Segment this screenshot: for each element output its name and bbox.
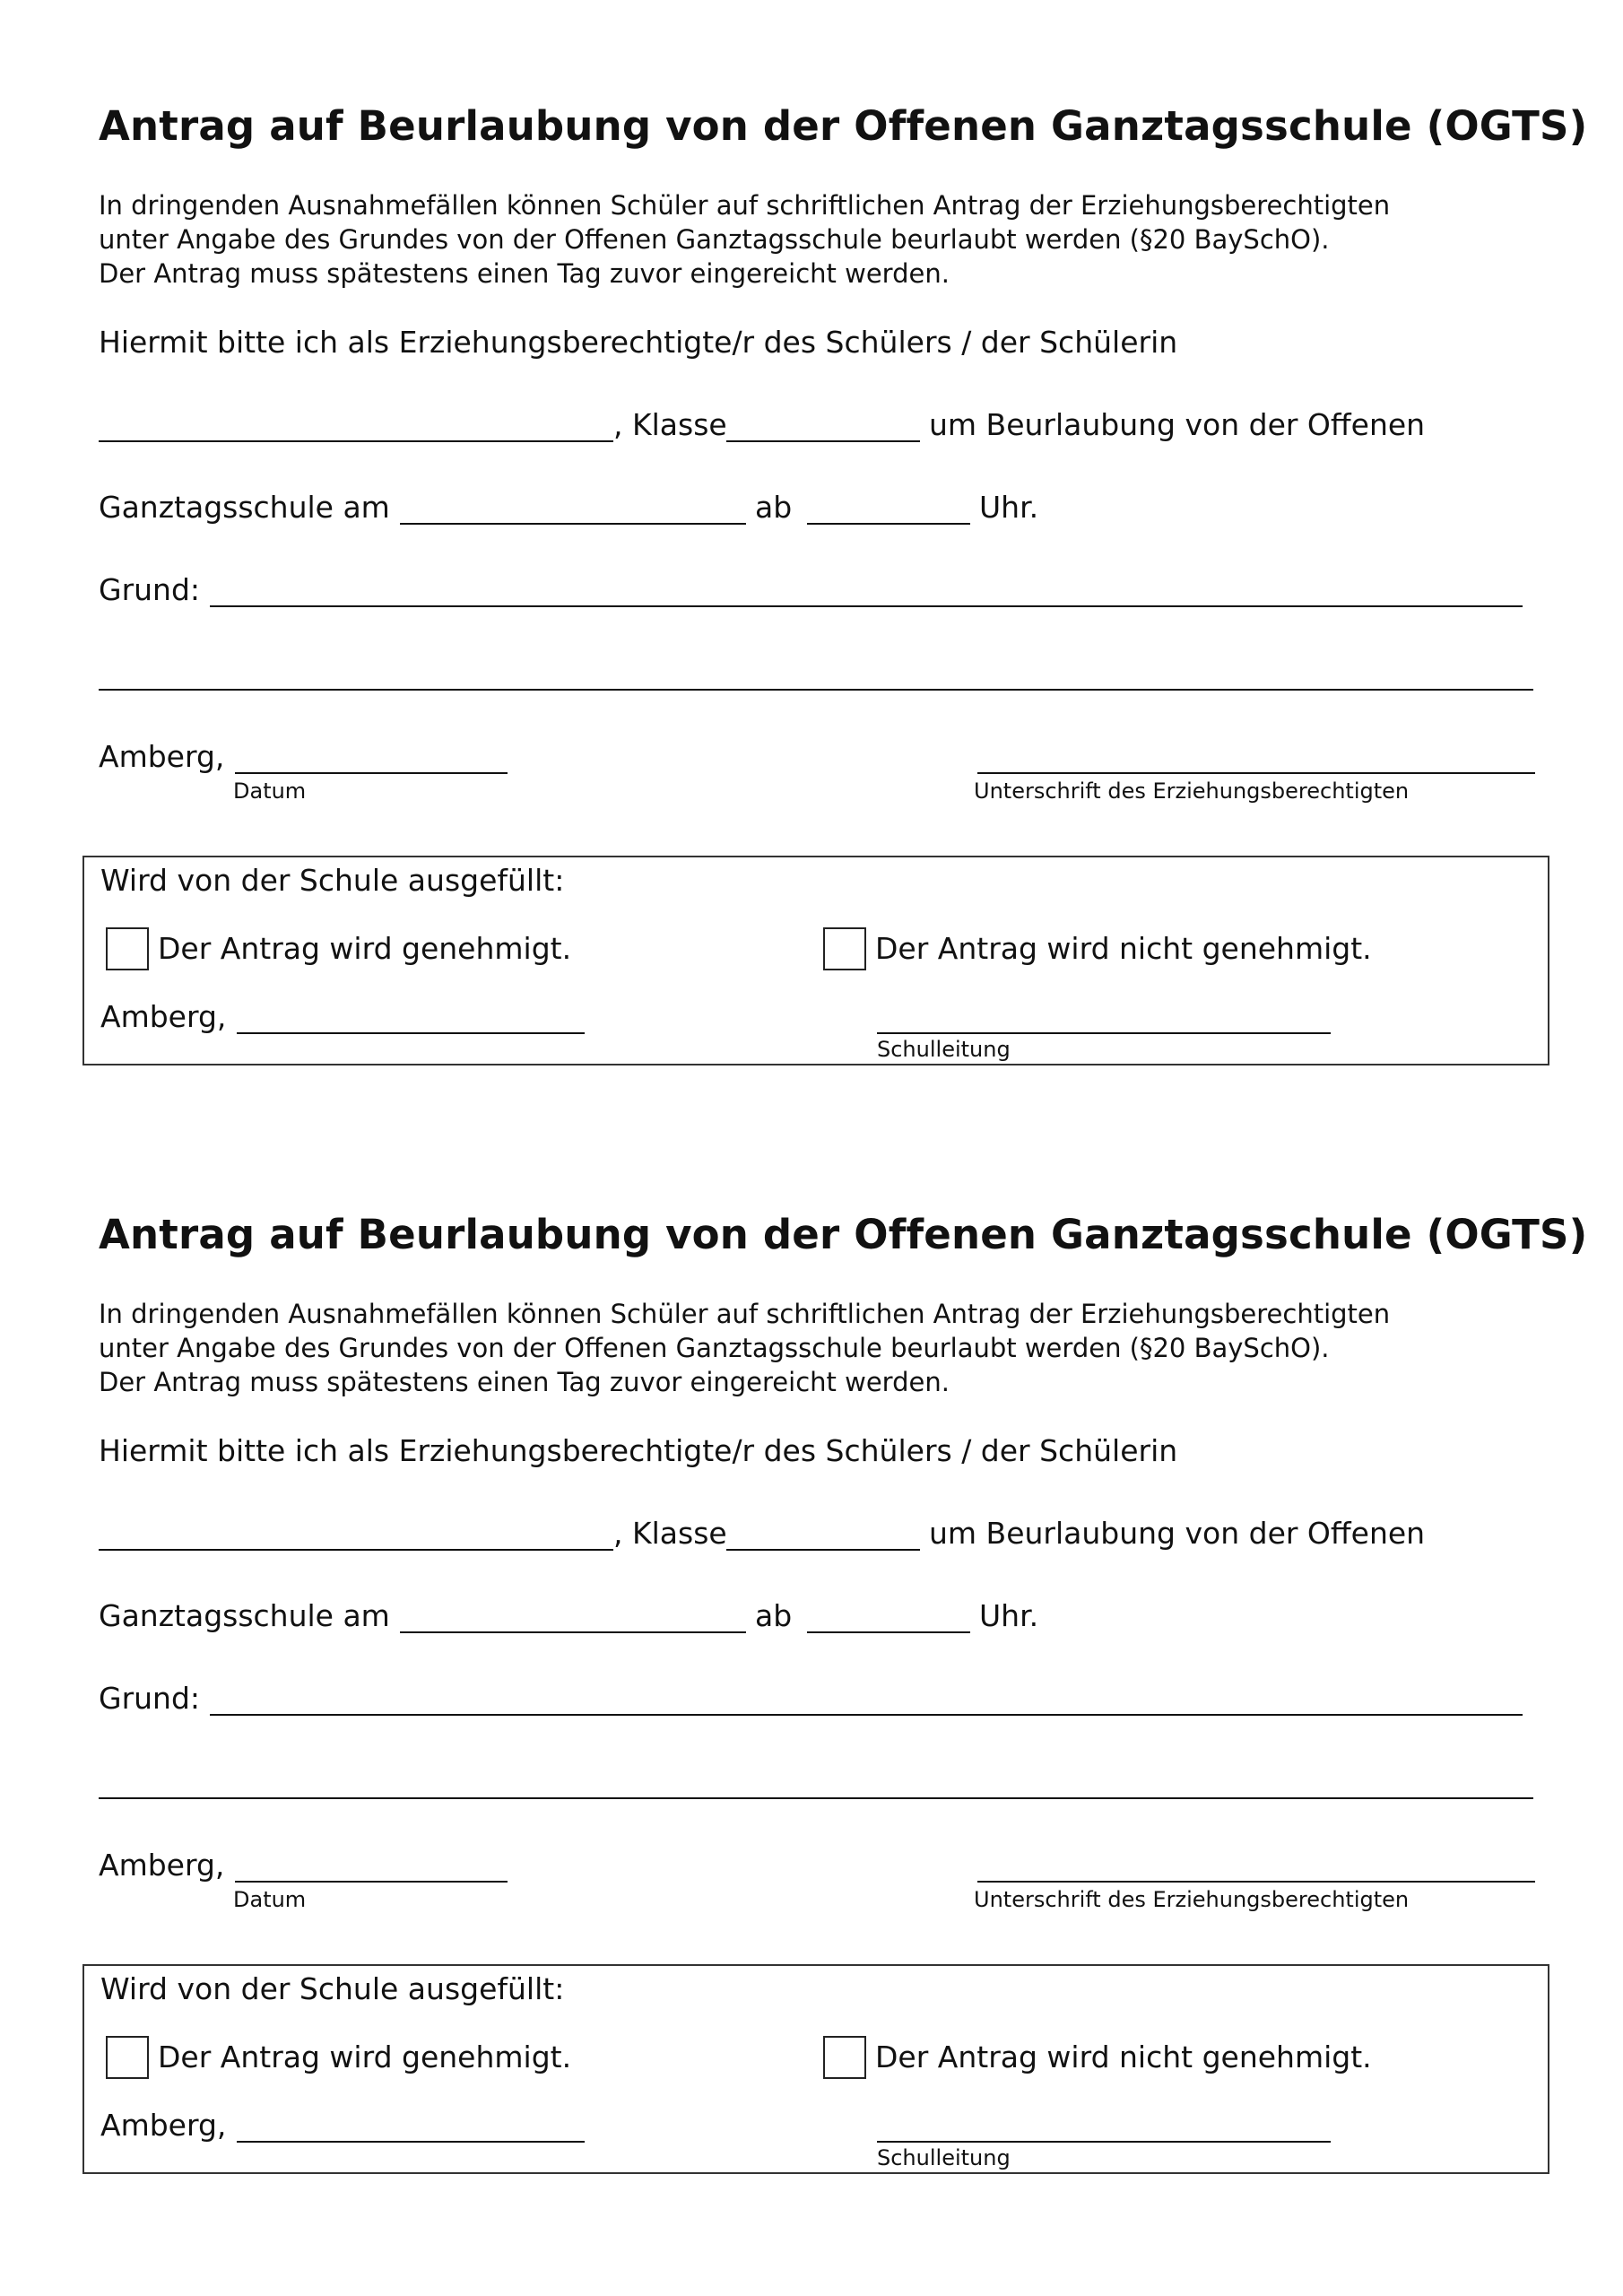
- not-approved-label: Der Antrag wird nicht genehmigt.: [875, 2039, 1372, 2074]
- approved-checkbox[interactable]: [106, 2036, 149, 2079]
- ganztag-label: Ganztagsschule am: [99, 490, 390, 525]
- approved-label: Der Antrag wird genehmigt.: [158, 931, 572, 966]
- intro-line-2: unter Angabe des Grundes von der Offenen Ganztagsschule beurlaubt werden (§20 BaySchO).: [99, 1333, 1330, 1363]
- date-field[interactable]: [400, 523, 746, 525]
- datum-caption: Datum: [233, 1887, 307, 1912]
- grund-label: Grund:: [99, 1681, 201, 1716]
- intro-line-2: unter Angabe des Grundes von der Offenen Ganztagsschule beurlaubt werden (§20 BaySchO).: [99, 224, 1330, 255]
- leave-request-form-1: [0, 0, 1623, 1109]
- student-name-field[interactable]: [99, 440, 613, 442]
- approved-label: Der Antrag wird genehmigt.: [158, 2039, 572, 2074]
- uhr-label: Uhr.: [979, 1598, 1039, 1633]
- reason-field-line-2[interactable]: [99, 689, 1533, 691]
- principal-caption: Schulleitung: [877, 2145, 1011, 2170]
- principal-signature-field[interactable]: [877, 2141, 1331, 2143]
- parent-date-field[interactable]: [235, 772, 508, 774]
- parent-signature-caption: Unterschrift des Erziehungsberechtigten: [974, 1887, 1410, 1912]
- ab-label: ab: [755, 490, 793, 525]
- beurlaubung-text: um Beurlaubung von der Offenen: [929, 1516, 1426, 1551]
- place-label: Amberg,: [99, 739, 225, 774]
- school-heading: Wird von der Schule ausgefüllt:: [100, 1971, 565, 2006]
- school-place-label: Amberg,: [100, 999, 227, 1034]
- not-approved-checkbox[interactable]: [823, 2036, 866, 2079]
- ab-label: ab: [755, 1598, 793, 1633]
- student-name-field[interactable]: [99, 1549, 613, 1551]
- parent-signature-field[interactable]: [977, 772, 1535, 774]
- parent-signature-field[interactable]: [977, 1881, 1535, 1883]
- school-place-label: Amberg,: [100, 2108, 227, 2143]
- approved-checkbox[interactable]: [106, 927, 149, 970]
- klasse-label: , Klasse: [613, 407, 727, 442]
- intro-line-1: In dringenden Ausnahmefällen können Schüler auf schriftlichen Antrag der Erziehungsberechtigten: [99, 1299, 1391, 1329]
- time-field[interactable]: [807, 523, 970, 525]
- intro-line-3: Der Antrag muss spätestens einen Tag zuvor eingereicht werden.: [99, 258, 950, 289]
- parent-date-field[interactable]: [235, 1881, 508, 1883]
- principal-caption: Schulleitung: [877, 1037, 1011, 1062]
- school-date-field[interactable]: [237, 1032, 585, 1034]
- school-date-field[interactable]: [237, 2141, 585, 2143]
- time-field[interactable]: [807, 1631, 970, 1633]
- date-field[interactable]: [400, 1631, 746, 1633]
- reason-field-line-1[interactable]: [210, 1714, 1523, 1716]
- school-section: [82, 856, 1549, 1065]
- class-field[interactable]: [726, 440, 920, 442]
- intro-line-1: In dringenden Ausnahmefällen können Schüler auf schriftlichen Antrag der Erziehungsberechtigten: [99, 190, 1391, 221]
- form-title: Antrag auf Beurlaubung von der Offenen Ganztagsschule (OGTS): [99, 1211, 1588, 1258]
- place-label: Amberg,: [99, 1848, 225, 1883]
- class-field[interactable]: [726, 1549, 920, 1551]
- beurlaubung-text: um Beurlaubung von der Offenen: [929, 407, 1426, 442]
- reason-field-line-1[interactable]: [210, 605, 1523, 607]
- ganztag-label: Ganztagsschule am: [99, 1598, 390, 1633]
- school-heading: Wird von der Schule ausgefüllt:: [100, 863, 565, 898]
- request-line: Hiermit bitte ich als Erziehungsberechtigte/r des Schülers / der Schülerin: [99, 1433, 1178, 1468]
- principal-signature-field[interactable]: [877, 1032, 1331, 1034]
- not-approved-label: Der Antrag wird nicht genehmigt.: [875, 931, 1372, 966]
- leave-request-form-2: [0, 1109, 1623, 2217]
- grund-label: Grund:: [99, 572, 201, 607]
- parent-signature-caption: Unterschrift des Erziehungsberechtigten: [974, 778, 1410, 804]
- klasse-label: , Klasse: [613, 1516, 727, 1551]
- uhr-label: Uhr.: [979, 490, 1039, 525]
- datum-caption: Datum: [233, 778, 307, 804]
- form-title: Antrag auf Beurlaubung von der Offenen Ganztagsschule (OGTS): [99, 102, 1588, 150]
- school-section: [82, 1964, 1549, 2174]
- not-approved-checkbox[interactable]: [823, 927, 866, 970]
- intro-line-3: Der Antrag muss spätestens einen Tag zuvor eingereicht werden.: [99, 1367, 950, 1397]
- request-line: Hiermit bitte ich als Erziehungsberechtigte/r des Schülers / der Schülerin: [99, 325, 1178, 360]
- reason-field-line-2[interactable]: [99, 1797, 1533, 1799]
